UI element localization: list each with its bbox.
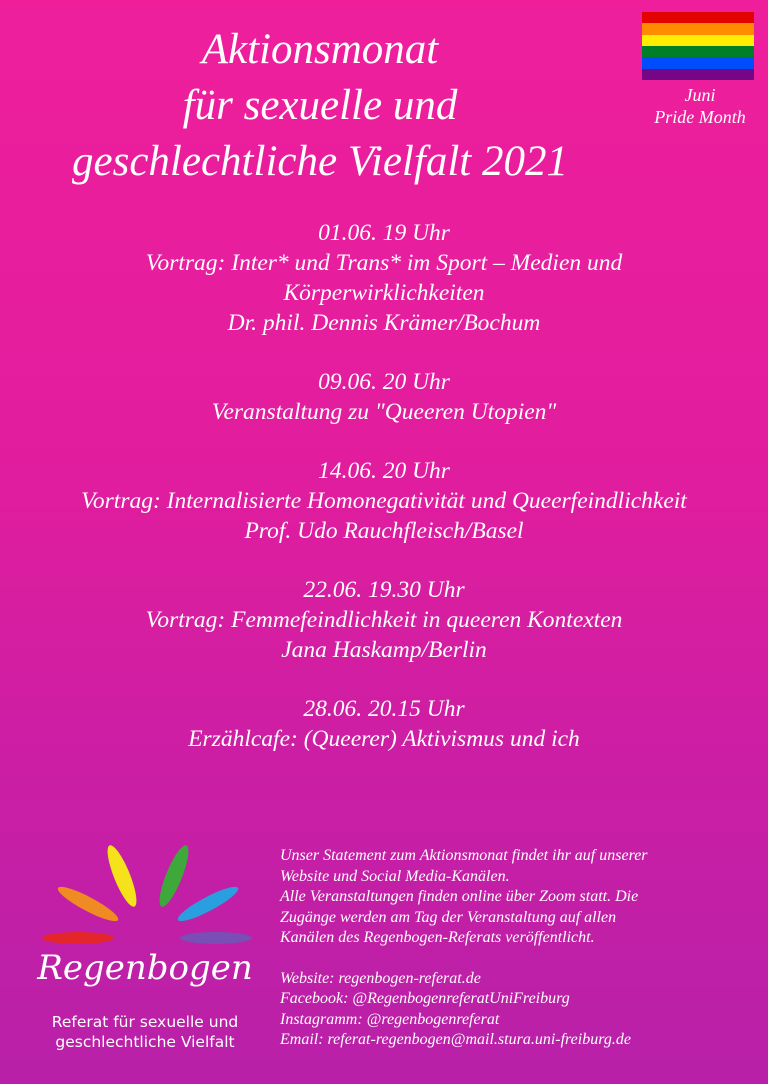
flag-stripe <box>642 35 754 46</box>
logo-wordmark: Regenbogen <box>37 948 253 988</box>
statement-line: Unser Statement zum Aktionsmonat findet ihr auf unserer <box>280 847 648 864</box>
statement-line: Website und Social Media-Kanälen. <box>280 867 510 885</box>
event-time: 22.06. 19.30 Uhr <box>303 577 465 603</box>
website-link[interactable]: Website: regenbogen-referat.de <box>280 969 481 987</box>
flag-stripe <box>642 46 754 57</box>
flag-stripe <box>642 57 754 68</box>
flag-stripe <box>642 69 754 80</box>
flag-stripe <box>642 12 754 23</box>
instagram-link[interactable]: Instagramm: @regenbogenreferat <box>280 1010 500 1028</box>
logo-subtitle-line: geschlechtliche Vielfalt <box>55 1033 235 1051</box>
email-link[interactable]: Email: referat-regenbogen@mail.stura.uni-freiburg.de <box>280 1031 631 1048</box>
event-time: 01.06. 19 Uhr <box>318 220 450 246</box>
event-item <box>0 367 768 427</box>
pride-flag-icon <box>642 12 754 80</box>
pride-month-label: Pride Month <box>654 107 746 127</box>
facebook-link[interactable]: Facebook: @RegenbogenreferatUniFreiburg <box>280 990 570 1007</box>
statement-line: Zugänge werden am Tag der Veranstaltung auf allen <box>280 908 617 926</box>
statement-line: Alle Veranstaltungen finden online über Zoom statt. Die <box>280 888 639 905</box>
logo-subtitle-line: Referat für sexuelle und <box>51 1013 239 1031</box>
event-time: 09.06. 20 Uhr <box>318 369 450 395</box>
event-speaker: Dr. phil. Dennis Krämer/Bochum <box>227 310 541 336</box>
event-item <box>0 218 768 338</box>
event-description: Vortrag: Internalisierte Homonegativität und Queerfeindlichkeit <box>81 488 687 514</box>
event-schedule <box>0 218 768 783</box>
event-time: 14.06. 20 Uhr <box>318 458 450 484</box>
event-description: Erzählcafe: (Queerer) Aktivismus und ich <box>188 726 580 752</box>
event-speaker: Jana Haskamp/Berlin <box>281 637 487 663</box>
event-item <box>0 575 768 665</box>
event-time: 28.06. 20.15 Uhr <box>303 696 465 722</box>
title-line-3: geschlechtliche Vielfalt 2021 <box>72 138 568 185</box>
title-line-2: für sexuelle und <box>182 82 458 129</box>
logo-subtitle <box>30 1012 260 1052</box>
statement-line: Kanälen des Regenbogen-Referats veröffentlicht. <box>280 929 595 946</box>
event-description: Vortrag: Femmefeindlichkeit in queeren Kontexten <box>145 607 623 633</box>
event-description: Körperwirklichkeiten <box>283 280 485 306</box>
info-block <box>280 846 750 1051</box>
pride-month-label: Juni <box>684 85 716 105</box>
flag-stripe <box>642 23 754 34</box>
event-item <box>0 456 768 546</box>
title-line-1: Aktionsmonat <box>201 26 439 73</box>
event-description: Veranstaltung zu "Queeren Utopien" <box>211 399 557 425</box>
event-item <box>0 694 768 754</box>
event-description: Vortrag: Inter* und Trans* im Sport – Medien und <box>145 250 623 276</box>
event-speaker: Prof. Udo Rauchfleisch/Basel <box>244 518 524 544</box>
